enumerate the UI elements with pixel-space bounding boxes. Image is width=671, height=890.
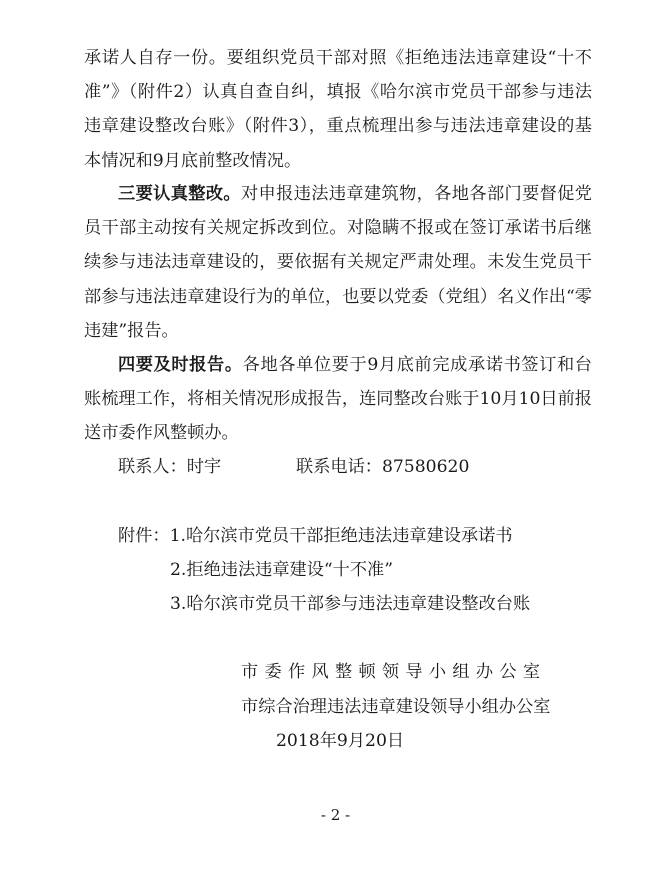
- paragraph-rectification-text: 对申报违法违章建筑物，各地各部门要督促党员干部主动按有关规定拆改到位。对隐瞒不报或在签订承诺书后继续参与违法违章建设的，要依据有关规定严肃处理。未发生党员干部参与违法违章建设行为的单位，也要以党委（党组）名义作出“零违建”报告。: [84, 184, 592, 341]
- attachment-item-3: 3.哈尔滨市党员干部参与违法违章建设整改台账: [170, 594, 531, 614]
- signature-org-1: 市委作风整顿领导小组办公室: [241, 662, 547, 682]
- contact-phone: 联系电话：87580620: [296, 457, 470, 477]
- paragraph-rectification: [84, 177, 592, 348]
- paragraph-report: [84, 348, 592, 451]
- contact-line: [118, 450, 470, 484]
- paragraph-report-text: 各地各单位要于9月底前完成承诺书签订和台账梳理工作，将相关情况形成报告，连同整改台账于10月10日前报送市委作风整顿办。: [84, 355, 592, 444]
- paragraph-report-heading: 四要及时报告。: [118, 355, 243, 375]
- signature-org-2: 市综合治理违法违章建设领导小组办公室: [241, 697, 551, 717]
- page-number: - 2 -: [320, 806, 351, 824]
- paragraph-rectification-heading: 三要认真整改。: [118, 184, 241, 204]
- paragraph-continuation: 承诺人自存一份。要组织党员干部对照《拒绝违法违章建设“十不准”》（附件2）认真自查自纠，填报《哈尔滨市党员干部参与违法违章建设整改台账》（附件3），重点梳理出参与违法违章建设的基本情况和9月底前整改情况。: [84, 48, 592, 171]
- attachment-item-1: 附件：1.哈尔滨市党员干部拒绝违法违章建设承诺书: [118, 526, 513, 546]
- contact-person: 联系人：时宇: [118, 457, 222, 477]
- signature-date: 2018年9月20日: [276, 731, 405, 751]
- attachment-item-2: 2.拒绝违法违章建设“十不准”: [170, 560, 394, 580]
